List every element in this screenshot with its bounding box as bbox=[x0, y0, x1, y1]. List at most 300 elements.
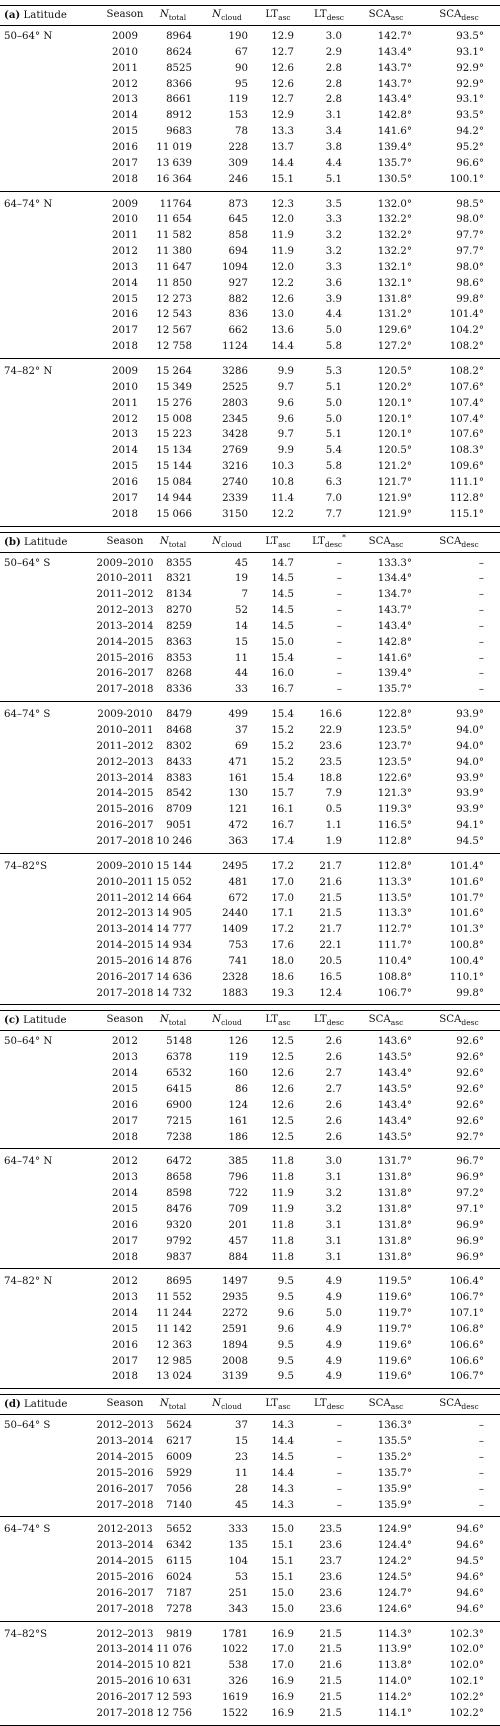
ntotal-cell: 8709 bbox=[166, 804, 192, 816]
ltasc-cell: 12.9 bbox=[271, 110, 294, 122]
scaasc-cell: 120.5° bbox=[377, 445, 412, 457]
scaasc-cell: 124.9° bbox=[377, 1524, 412, 1536]
scaasc-cell: 121.3° bbox=[377, 788, 412, 800]
ntotal-cell: 8468 bbox=[166, 725, 192, 736]
ltdesc-cell: 5.3 bbox=[325, 366, 342, 377]
scaasc-cell: 131.8° bbox=[377, 1219, 412, 1231]
ltasc-cell: 12.7 bbox=[271, 94, 294, 106]
ntotal-cell: 14 934 bbox=[156, 940, 192, 952]
scadesc-cell: 98.6° bbox=[456, 277, 484, 289]
ltdesc-cell: 4.9 bbox=[325, 1371, 342, 1383]
ncloud-cell: 45 bbox=[235, 1499, 248, 1511]
scadesc-cell: 93.5° bbox=[456, 110, 484, 122]
ncloud-cell: 186 bbox=[228, 1131, 248, 1143]
scaasc-cell: 131.8° bbox=[377, 293, 412, 305]
ltdesc-cell: 23.6 bbox=[319, 1540, 342, 1552]
ntotal-cell: 15 052 bbox=[156, 876, 192, 888]
season-cell: 2012–2013 bbox=[96, 1628, 154, 1640]
season-cell: 2015 bbox=[112, 126, 138, 138]
scaasc-cell: 112.8° bbox=[377, 860, 412, 872]
scadesc-cell: – bbox=[478, 652, 484, 664]
latitude-cell: 50–64° N bbox=[4, 31, 53, 42]
scadesc-header-sub: desc bbox=[461, 539, 479, 549]
scadesc-cell: 107.6° bbox=[449, 381, 484, 393]
ncloud-cell: 28 bbox=[235, 1483, 248, 1495]
ncloud-cell: 1894 bbox=[222, 1339, 248, 1351]
ltasc-header-main: LT bbox=[265, 1014, 279, 1026]
ncloud-cell: 796 bbox=[228, 1172, 248, 1184]
ltasc-cell: 15.4 bbox=[271, 709, 294, 721]
ltasc-cell: 9.5 bbox=[277, 1371, 294, 1383]
season-cell: 2015–2016 bbox=[96, 1676, 154, 1688]
scadesc-header-main: SCA bbox=[439, 1398, 462, 1410]
ntotal-cell: 6472 bbox=[166, 1156, 192, 1168]
scaasc-cell: 119.7° bbox=[377, 1308, 412, 1320]
scaasc-cell: 120.1° bbox=[377, 429, 412, 441]
ncloud-cell: 52 bbox=[235, 605, 248, 617]
ltdesc-header-sub: desc bbox=[326, 1402, 345, 1412]
ntotal-cell: 8355 bbox=[166, 557, 192, 569]
scaasc-header-sub: asc bbox=[390, 13, 404, 23]
ltasc-cell: 10.8 bbox=[271, 476, 294, 488]
scadesc-cell: 93.9° bbox=[456, 709, 484, 721]
season-cell: 2013–2014 bbox=[96, 620, 154, 632]
ntotal-cell: 6024 bbox=[166, 1571, 192, 1583]
latitude-header: Latitude bbox=[23, 10, 67, 21]
ltdesc-cell: 5.8 bbox=[325, 341, 342, 353]
scadesc-cell: 100.1° bbox=[449, 173, 484, 185]
scaasc-cell: 132.0° bbox=[377, 198, 412, 210]
scaasc-cell: 143.6° bbox=[377, 1036, 412, 1048]
ltasc-header-sub: asc bbox=[278, 1018, 291, 1028]
season-cell: 2017–2018 bbox=[96, 1707, 154, 1719]
ltdesc-cell: 2.6 bbox=[325, 1036, 342, 1048]
ntotal-cell: 15 349 bbox=[156, 381, 192, 393]
scaasc-cell: 143.5° bbox=[377, 1084, 412, 1095]
ncloud-cell: 2272 bbox=[222, 1308, 248, 1320]
ntotal-cell: 8268 bbox=[166, 668, 192, 680]
ntotal-cell: 14 876 bbox=[156, 955, 192, 967]
season-cell: 2012-2013 bbox=[97, 1524, 153, 1536]
ntotal-cell: 12 593 bbox=[156, 1691, 192, 1703]
ntotal-cell: 14 636 bbox=[156, 971, 192, 983]
scadesc-cell: – bbox=[478, 1420, 484, 1432]
scadesc-cell: 97.7° bbox=[456, 246, 484, 258]
table-rule bbox=[0, 1516, 500, 1517]
table-rule bbox=[0, 701, 500, 702]
ltasc-cell: 16.7 bbox=[271, 684, 294, 696]
ltasc-cell: 14.5 bbox=[271, 1452, 294, 1463]
season-cell: 2015 bbox=[112, 1203, 138, 1215]
ncloud-cell: 130 bbox=[228, 788, 248, 800]
ltasc-cell: 16.9 bbox=[271, 1628, 294, 1640]
ntotal-header bbox=[150, 6, 196, 24]
scaasc-cell: 123.7° bbox=[377, 740, 412, 752]
season-cell: 2014 bbox=[112, 1188, 138, 1200]
scaasc-cell: 119.5° bbox=[377, 1276, 412, 1288]
scadesc-cell: – bbox=[478, 1452, 484, 1463]
scaasc-cell: 143.7° bbox=[377, 62, 412, 74]
scadesc-header-sub: desc bbox=[461, 13, 479, 23]
season-cell: 2011–2012 bbox=[96, 589, 154, 601]
ntotal-cell: 7140 bbox=[166, 1499, 192, 1511]
ncloud-cell: 645 bbox=[228, 214, 248, 226]
ntotal-cell: 11 654 bbox=[156, 214, 192, 226]
ltdesc-cell: 3.1 bbox=[325, 110, 342, 122]
ltdesc-cell: 6.3 bbox=[325, 476, 342, 488]
ltdesc-cell: 21.5 bbox=[319, 1644, 342, 1656]
scadesc-header-main: SCA bbox=[439, 1014, 462, 1026]
ncloud-cell: 15 bbox=[235, 636, 248, 648]
ncloud-cell: 126 bbox=[228, 1036, 248, 1048]
ltasc-cell: 9.5 bbox=[277, 1292, 294, 1304]
season-cell: 2010 bbox=[112, 46, 138, 58]
ltasc-cell: 12.6 bbox=[271, 1084, 294, 1095]
ltasc-cell: 16.9 bbox=[271, 1707, 294, 1719]
ltdesc-cell: 21.7 bbox=[319, 924, 342, 936]
ncloud-header-main: N bbox=[212, 1398, 222, 1410]
season-cell: 2017 bbox=[112, 1235, 138, 1247]
scadesc-cell: 94.5° bbox=[456, 835, 484, 847]
table-row bbox=[0, 1627, 500, 1643]
season-cell: 2009–2010 bbox=[96, 557, 154, 569]
scaasc-cell: 131.7° bbox=[377, 1156, 412, 1168]
ltasc-cell: 17.4 bbox=[271, 835, 294, 847]
ltasc-cell: 12.5 bbox=[271, 1131, 294, 1143]
scadesc-cell: 94.2° bbox=[456, 126, 484, 138]
ncloud-cell: 3150 bbox=[222, 508, 248, 520]
ncloud-cell: 1094 bbox=[222, 261, 248, 273]
latitude-cell: 74–82° N bbox=[4, 1276, 53, 1288]
ntotal-cell: 15 066 bbox=[156, 508, 192, 520]
ntotal-cell: 12 758 bbox=[156, 341, 192, 353]
ncloud-cell: 882 bbox=[228, 293, 248, 305]
ltdesc-cell: 4.9 bbox=[325, 1276, 342, 1288]
ntotal-cell: 11 142 bbox=[156, 1323, 192, 1335]
ntotal-header-main: N bbox=[159, 535, 169, 547]
season-cell: 2009 bbox=[112, 198, 138, 210]
ltasc-cell: 12.0 bbox=[271, 261, 294, 273]
ncloud-cell: 363 bbox=[228, 835, 248, 847]
ntotal-cell: 9683 bbox=[166, 126, 192, 138]
scadesc-cell: 99.8° bbox=[456, 987, 484, 999]
scadesc-cell: 94.0° bbox=[456, 725, 484, 736]
season-cell: 2017 bbox=[112, 492, 138, 504]
ntotal-cell: 8321 bbox=[166, 573, 192, 585]
ncloud-cell: 201 bbox=[228, 1219, 248, 1231]
ltasc-cell: 11.8 bbox=[271, 1219, 294, 1231]
ltasc-cell: 15.1 bbox=[271, 1540, 294, 1552]
scadesc-cell: 106.6° bbox=[449, 1355, 484, 1367]
scaasc-cell: 124.5° bbox=[377, 1571, 412, 1583]
scadesc-cell: 102.1° bbox=[449, 1676, 484, 1688]
ntotal-cell: 8259 bbox=[166, 620, 192, 632]
ltdesc-header-main: LT bbox=[313, 1014, 327, 1026]
ntotal-cell: 9837 bbox=[166, 1251, 192, 1263]
ntotal-cell: 15 144 bbox=[156, 860, 192, 872]
scadesc-cell: 101.6° bbox=[449, 876, 484, 888]
ltdesc-header-sub: desc bbox=[326, 1018, 345, 1028]
ntotal-cell: 11 244 bbox=[156, 1308, 192, 1320]
ltdesc-cell: 21.5 bbox=[319, 1628, 342, 1640]
ltdesc-cell: 3.3 bbox=[325, 214, 342, 226]
scadesc-cell: 97.2° bbox=[456, 1188, 484, 1200]
scadesc-cell: 94.6° bbox=[456, 1587, 484, 1599]
scadesc-cell: 107.4° bbox=[449, 397, 484, 409]
table-row bbox=[0, 739, 500, 755]
latitude-cell: 74–82°S bbox=[4, 860, 48, 872]
ltdesc-cell: 3.2 bbox=[325, 246, 342, 258]
scadesc-header-sub: desc bbox=[461, 1402, 479, 1412]
ltdesc-cell: 2.8 bbox=[325, 94, 342, 106]
ltdesc-cell: 3.1 bbox=[325, 1172, 342, 1184]
scadesc-cell: – bbox=[478, 620, 484, 632]
scadesc-cell: – bbox=[478, 684, 484, 696]
ltdesc-cell: – bbox=[336, 557, 342, 569]
ltasc-cell: 14.4 bbox=[271, 1467, 294, 1479]
season-cell: 2013–2014 bbox=[96, 1540, 154, 1552]
ntotal-cell: 8353 bbox=[166, 652, 192, 664]
ntotal-cell: 11 552 bbox=[156, 1292, 192, 1304]
ltdesc-cell: 21.5 bbox=[319, 1676, 342, 1688]
ncloud-cell: 481 bbox=[228, 876, 248, 888]
ntotal-cell: 8964 bbox=[166, 31, 192, 42]
scaasc-cell: 131.8° bbox=[377, 1251, 412, 1263]
ncloud-cell: 343 bbox=[228, 1603, 248, 1615]
table-row bbox=[0, 156, 500, 172]
ntotal-cell: 8661 bbox=[166, 94, 192, 106]
ncloud-cell: 14 bbox=[235, 620, 248, 632]
table-row bbox=[0, 380, 500, 396]
ltasc-cell: 17.1 bbox=[271, 908, 294, 920]
scadesc-cell: 100.8° bbox=[449, 940, 484, 952]
season-cell: 2017 bbox=[112, 1355, 138, 1367]
scaasc-cell: 142.8° bbox=[377, 636, 412, 648]
scaasc-cell: 143.7° bbox=[377, 605, 412, 617]
ncloud-cell: 3216 bbox=[222, 461, 248, 473]
ncloud-header bbox=[202, 1395, 252, 1413]
ntotal-cell: 7187 bbox=[166, 1587, 192, 1599]
scadesc-cell: 92.6° bbox=[456, 1052, 484, 1064]
ltdesc-cell: 2.6 bbox=[325, 1115, 342, 1127]
ntotal-header bbox=[150, 1395, 196, 1413]
season-cell: 2017 bbox=[112, 1115, 138, 1127]
ntotal-cell: 6342 bbox=[166, 1540, 192, 1552]
ltdesc-cell: 4.9 bbox=[325, 1355, 342, 1367]
table-row bbox=[0, 1369, 500, 1385]
ntotal-cell: 6900 bbox=[166, 1099, 192, 1111]
ncloud-cell: 11 bbox=[235, 1467, 248, 1479]
season-cell: 2013 bbox=[112, 1172, 138, 1184]
table-rule bbox=[0, 552, 500, 553]
ltasc-header bbox=[258, 6, 298, 24]
scaasc-cell: 143.4° bbox=[377, 46, 412, 58]
season-cell: 2018 bbox=[112, 508, 138, 520]
season-cell: 2011 bbox=[112, 62, 138, 74]
season-cell: 2012–2013 bbox=[96, 756, 154, 768]
table-row bbox=[0, 1706, 500, 1722]
ltasc-cell: 15.2 bbox=[271, 740, 294, 752]
ltdesc-cell: 3.5 bbox=[325, 198, 342, 210]
scaasc-cell: 113.3° bbox=[377, 876, 412, 888]
panel-letter: (d) bbox=[4, 1398, 21, 1411]
season-cell: 2016–2017 bbox=[96, 1483, 154, 1495]
ltdesc-cell: – bbox=[336, 1499, 342, 1511]
table-header-row bbox=[0, 1395, 500, 1413]
ltdesc-cell: 5.0 bbox=[325, 325, 342, 337]
ltasc-cell: 11.9 bbox=[271, 1188, 294, 1200]
ltasc-cell: 9.7 bbox=[277, 429, 294, 441]
ltdesc-cell: – bbox=[336, 605, 342, 617]
ltdesc-cell: 3.2 bbox=[325, 1188, 342, 1200]
ltasc-cell: 14.4 bbox=[271, 157, 294, 169]
scadesc-cell: 107.6° bbox=[449, 429, 484, 441]
ltasc-cell: 12.2 bbox=[271, 508, 294, 520]
ntotal-cell: 6532 bbox=[166, 1068, 192, 1080]
scaasc-cell: 131.8° bbox=[377, 1203, 412, 1215]
ncloud-cell: 858 bbox=[228, 230, 248, 242]
ltasc-cell: 17.0 bbox=[271, 1644, 294, 1656]
ltdesc-header bbox=[307, 1395, 351, 1413]
ntotal-cell: 8134 bbox=[166, 589, 192, 601]
ntotal-cell: 11 380 bbox=[156, 246, 192, 258]
panel-label bbox=[4, 1011, 67, 1030]
season-cell: 2009 bbox=[112, 366, 138, 377]
table-row bbox=[0, 92, 500, 108]
ncloud-cell: 753 bbox=[228, 940, 248, 952]
ntotal-header-main: N bbox=[159, 9, 169, 20]
scadesc-cell: 93.1° bbox=[456, 94, 484, 106]
ntotal-cell: 15 134 bbox=[156, 445, 192, 457]
scaasc-cell: 143.4° bbox=[377, 1115, 412, 1127]
scaasc-cell: 119.3° bbox=[377, 804, 412, 816]
season-cell: 2011–2012 bbox=[96, 740, 154, 752]
season-cell: 2013 bbox=[112, 94, 138, 106]
ltasc-cell: 17.0 bbox=[271, 892, 294, 904]
ltdesc-cell: 2.9 bbox=[325, 46, 342, 58]
ltasc-header-main: LT bbox=[265, 1398, 279, 1410]
season-cell: 2017–2018 bbox=[96, 684, 154, 696]
ltdesc-cell: – bbox=[336, 620, 342, 632]
ltasc-cell: 11.9 bbox=[271, 230, 294, 242]
ltasc-header-main: LT bbox=[265, 535, 279, 547]
season-cell: 2014 bbox=[112, 277, 138, 289]
scadesc-cell: 101.4° bbox=[449, 309, 484, 321]
table-row bbox=[0, 61, 500, 77]
ntotal-cell: 9051 bbox=[166, 820, 192, 832]
ntotal-cell: 7056 bbox=[166, 1483, 192, 1495]
ntotal-cell: 11764 bbox=[159, 198, 192, 210]
table-row bbox=[0, 1306, 500, 1322]
table-row bbox=[0, 1354, 500, 1370]
ltasc-cell: 16.7 bbox=[271, 820, 294, 832]
ncloud-cell: 53 bbox=[235, 1571, 248, 1583]
scaasc-cell: 119.6° bbox=[377, 1355, 412, 1367]
scadesc-cell: 101.7° bbox=[449, 892, 484, 904]
ncloud-cell: 2339 bbox=[222, 492, 248, 504]
table-row bbox=[0, 1586, 500, 1602]
scadesc-cell: 102.2° bbox=[449, 1707, 484, 1719]
ntotal-cell: 10 821 bbox=[156, 1660, 192, 1672]
ntotal-cell: 5652 bbox=[166, 1524, 192, 1536]
season-cell: 2009-2010 bbox=[97, 709, 153, 721]
ntotal-cell: 14 944 bbox=[156, 492, 192, 504]
season-cell: 2017–2018 bbox=[96, 1603, 154, 1615]
scaasc-cell: 127.2° bbox=[377, 341, 412, 353]
table-row bbox=[0, 1234, 500, 1250]
ntotal-cell: 12 363 bbox=[156, 1339, 192, 1351]
ntotal-cell: 5624 bbox=[166, 1420, 192, 1432]
ltasc-header-sub: asc bbox=[278, 1402, 291, 1412]
ltdesc-cell: 3.1 bbox=[325, 1219, 342, 1231]
scadesc-cell: 96.7° bbox=[456, 1156, 484, 1168]
table-rule bbox=[0, 191, 500, 192]
ntotal-cell: 15 264 bbox=[156, 366, 192, 377]
ncloud-cell: 1022 bbox=[222, 1644, 248, 1656]
ntotal-cell: 11 647 bbox=[156, 261, 192, 273]
scaasc-cell: 123.5° bbox=[377, 725, 412, 736]
table-row bbox=[0, 755, 500, 771]
ltdesc-header bbox=[307, 6, 351, 24]
ltdesc-cell: 5.8 bbox=[325, 461, 342, 473]
ltasc-cell: 14.7 bbox=[271, 557, 294, 569]
table-row bbox=[0, 834, 500, 850]
ncloud-cell: 1619 bbox=[222, 1691, 248, 1703]
ltdesc-cell: 4.4 bbox=[325, 309, 342, 321]
scadesc-cell: 92.6° bbox=[456, 1068, 484, 1080]
table-row bbox=[0, 244, 500, 260]
ntotal-cell: 5929 bbox=[166, 1467, 192, 1479]
table-rule bbox=[0, 1268, 500, 1269]
season-header: Season bbox=[106, 535, 144, 547]
ltdesc-cell: 23.6 bbox=[319, 1603, 342, 1615]
table-row bbox=[0, 292, 500, 308]
scadesc-cell: 93.9° bbox=[456, 772, 484, 784]
ncloud-header-main: N bbox=[212, 1014, 222, 1026]
season-cell: 2014–2015 bbox=[96, 788, 154, 800]
season-cell: 2014–2015 bbox=[96, 636, 154, 648]
ntotal-cell: 14 732 bbox=[156, 987, 192, 999]
season-cell: 2013 bbox=[112, 1052, 138, 1064]
ltdesc-cell: – bbox=[336, 684, 342, 696]
ltasc-cell: 12.7 bbox=[271, 46, 294, 58]
ncloud-cell: 19 bbox=[235, 573, 248, 585]
table-row bbox=[0, 1482, 500, 1498]
ltasc-cell: 15.1 bbox=[271, 1571, 294, 1583]
table-row bbox=[0, 707, 500, 723]
table-row bbox=[0, 1658, 500, 1674]
ntotal-cell: 12 985 bbox=[156, 1355, 192, 1367]
scadesc-cell: 106.7° bbox=[449, 1371, 484, 1383]
table-header-row bbox=[0, 533, 500, 551]
ltasc-cell: 9.9 bbox=[277, 445, 294, 457]
scadesc-cell: 109.6° bbox=[449, 461, 484, 473]
ltdesc-cell: – bbox=[336, 1452, 342, 1463]
ltasc-cell: 11.8 bbox=[271, 1235, 294, 1247]
ltdesc-cell: 5.1 bbox=[325, 381, 342, 393]
scaasc-cell: 123.5° bbox=[377, 756, 412, 768]
scaasc-cell: 124.2° bbox=[377, 1556, 412, 1568]
ntotal-header-sub: total bbox=[168, 1402, 187, 1412]
ncloud-cell: 471 bbox=[228, 756, 248, 768]
scaasc-cell: 114.1° bbox=[377, 1707, 412, 1719]
ntotal-cell: 6415 bbox=[166, 1084, 192, 1095]
season-cell: 2010–2011 bbox=[96, 725, 154, 736]
table-row bbox=[0, 77, 500, 93]
ncloud-cell: 309 bbox=[228, 157, 248, 169]
scaasc-cell: 135.7° bbox=[377, 1467, 412, 1479]
ltdesc-cell: – bbox=[336, 1436, 342, 1448]
